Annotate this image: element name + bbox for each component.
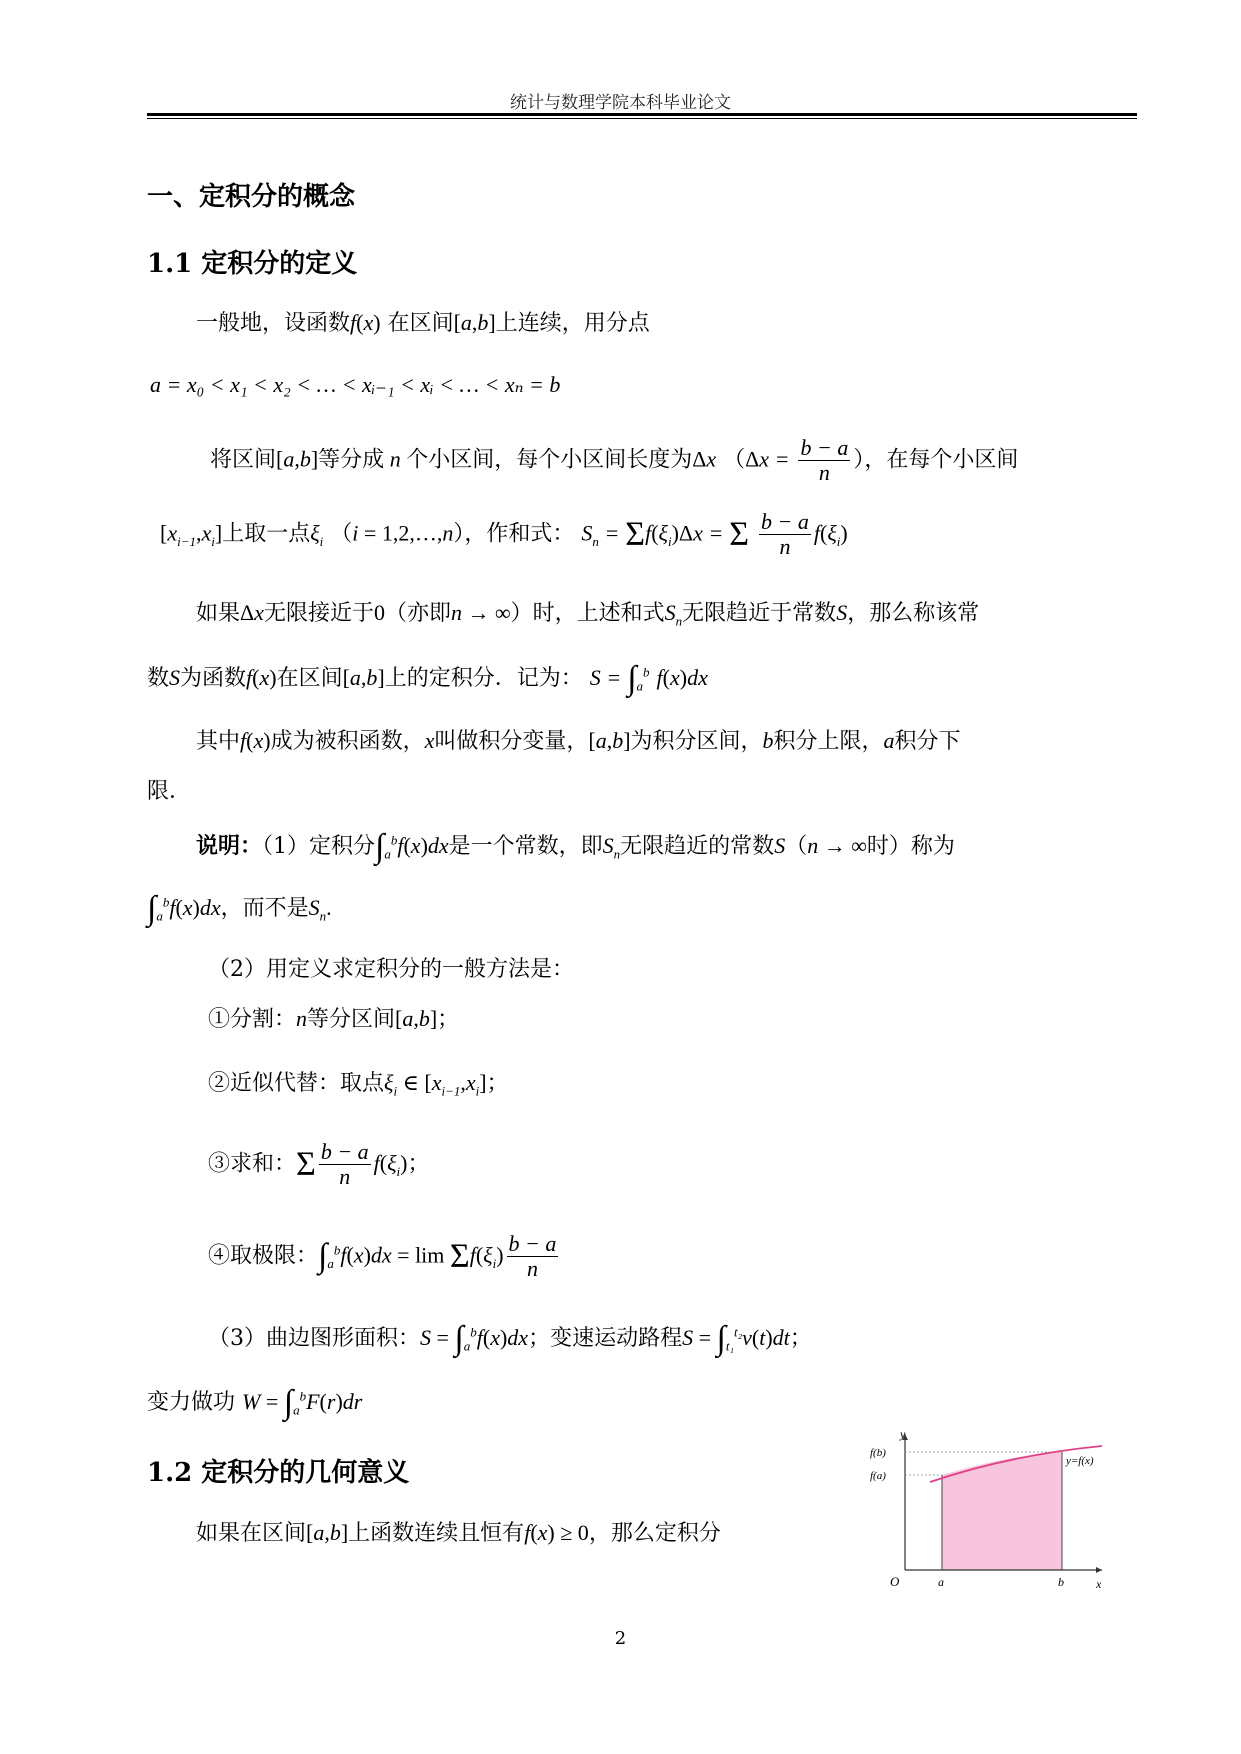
page-header: 统计与数理学院本科毕业论文 [510,93,731,113]
fa-label: f(a) [870,1470,886,1482]
curve-label: y=f(x) [1066,1455,1094,1467]
paragraph-limit: 如果Δx无限接近于0（亦即n → ∞）时，上述和式$S_n$无限趋近于常数S，那么称该常 [196,600,980,629]
y-label: y [900,1430,906,1441]
paragraph-geometric-meaning: 如果在区间[a,b]上函数连续且恒有f(x) ≥ 0，那么定积分 [196,1520,721,1546]
x-axis-arrow [1096,1567,1102,1573]
note-1-cont: $\int_a^bf(x)dx$，而不是$S_n$. [147,890,332,927]
paragraph-terms: 其中f(x)成为被积函数，x叫做积分变量，[a,b]为积分区间，b积分上限，a积分下 [196,728,961,754]
area-under-curve-figure [870,1430,1110,1600]
step-partition: ①分割：n等分区间[a,b]； [208,1006,460,1032]
note-3: （3）曲边图形面积：$S = \int_a^bf(x)dx$；变速运动路程$S = \int_{t_1}^{t_2}v(t)dt$； [208,1320,812,1357]
note-1: 说明：（1）定积分$\int_a^bf(x)dx$是一个常数，即$S_n$无限趋近的常数S（n → ∞时）称为 [196,828,955,865]
paragraph-terms-cont: 限． [147,779,192,804]
paragraph-definition-intro: 一般地，设函数f(x) 在区间[a,b]上连续，用分点 [196,310,650,336]
note-2: （2）用定义求定积分的一般方法是： [208,957,574,982]
section-heading-1-2: 1.2 定积分的几何意义 [147,1458,410,1488]
step-sum: ③求和：Σ $\frac{b - a}{n}$ $f(\xi_i)$； [208,1139,430,1190]
work-formula: 变力做功 $W = \int_a^bF(r)dr$ [147,1384,363,1421]
fb-label: f(b) [870,1447,886,1459]
b-label: b [1058,1575,1064,1589]
page-number: 2 [614,1628,627,1649]
paragraph-definite-integral: 数S为函数f(x)在区间[a,b]上的定积分．记为： $S = \int_a^b$ f(x)dx [147,660,708,697]
x-label: x [1096,1577,1102,1591]
origin-label: O [890,1574,900,1589]
a-label: a [938,1575,944,1589]
shaded-area [942,1452,1062,1570]
chapter-heading: 一、定积分的概念 [147,182,356,212]
header-rule-thick [147,113,1137,116]
paragraph-riemann-sum: $[x_{i-1},x_i]$上取一点$\xi_i$ （i = 1,2,…,n），作和式： $S_n = \Sigma f(\xi_i)\Delta x = \Sigma$ $\frac{b - a}{n}$ $f(\xi_i)$ [160,509,848,560]
paragraph-equal-division: 将区间[a,b]等分成 n 个小区间，每个小区间长度为Δx （Δx = $\frac{b - a}{n}$ ），在每个小区间 [210,435,1019,486]
partition-formula: a = x₀ < x₁ < x₂ < … < xᵢ₋₁ < xᵢ < … < xₙ = b [150,372,561,397]
header-rule-thin [147,118,1137,119]
step-approximate: ②近似代替：取点$\xi_i$ ∈ $[x_{i-1},x_i]$； [208,1070,509,1099]
step-limit: ④取极限：$\int_a^bf(x)dx = \lim \Sigma f(\xi_i)$ $\frac{b - a}{n}$ [208,1231,557,1282]
section-heading-1-1: 1.1 定积分的定义 [147,249,358,279]
